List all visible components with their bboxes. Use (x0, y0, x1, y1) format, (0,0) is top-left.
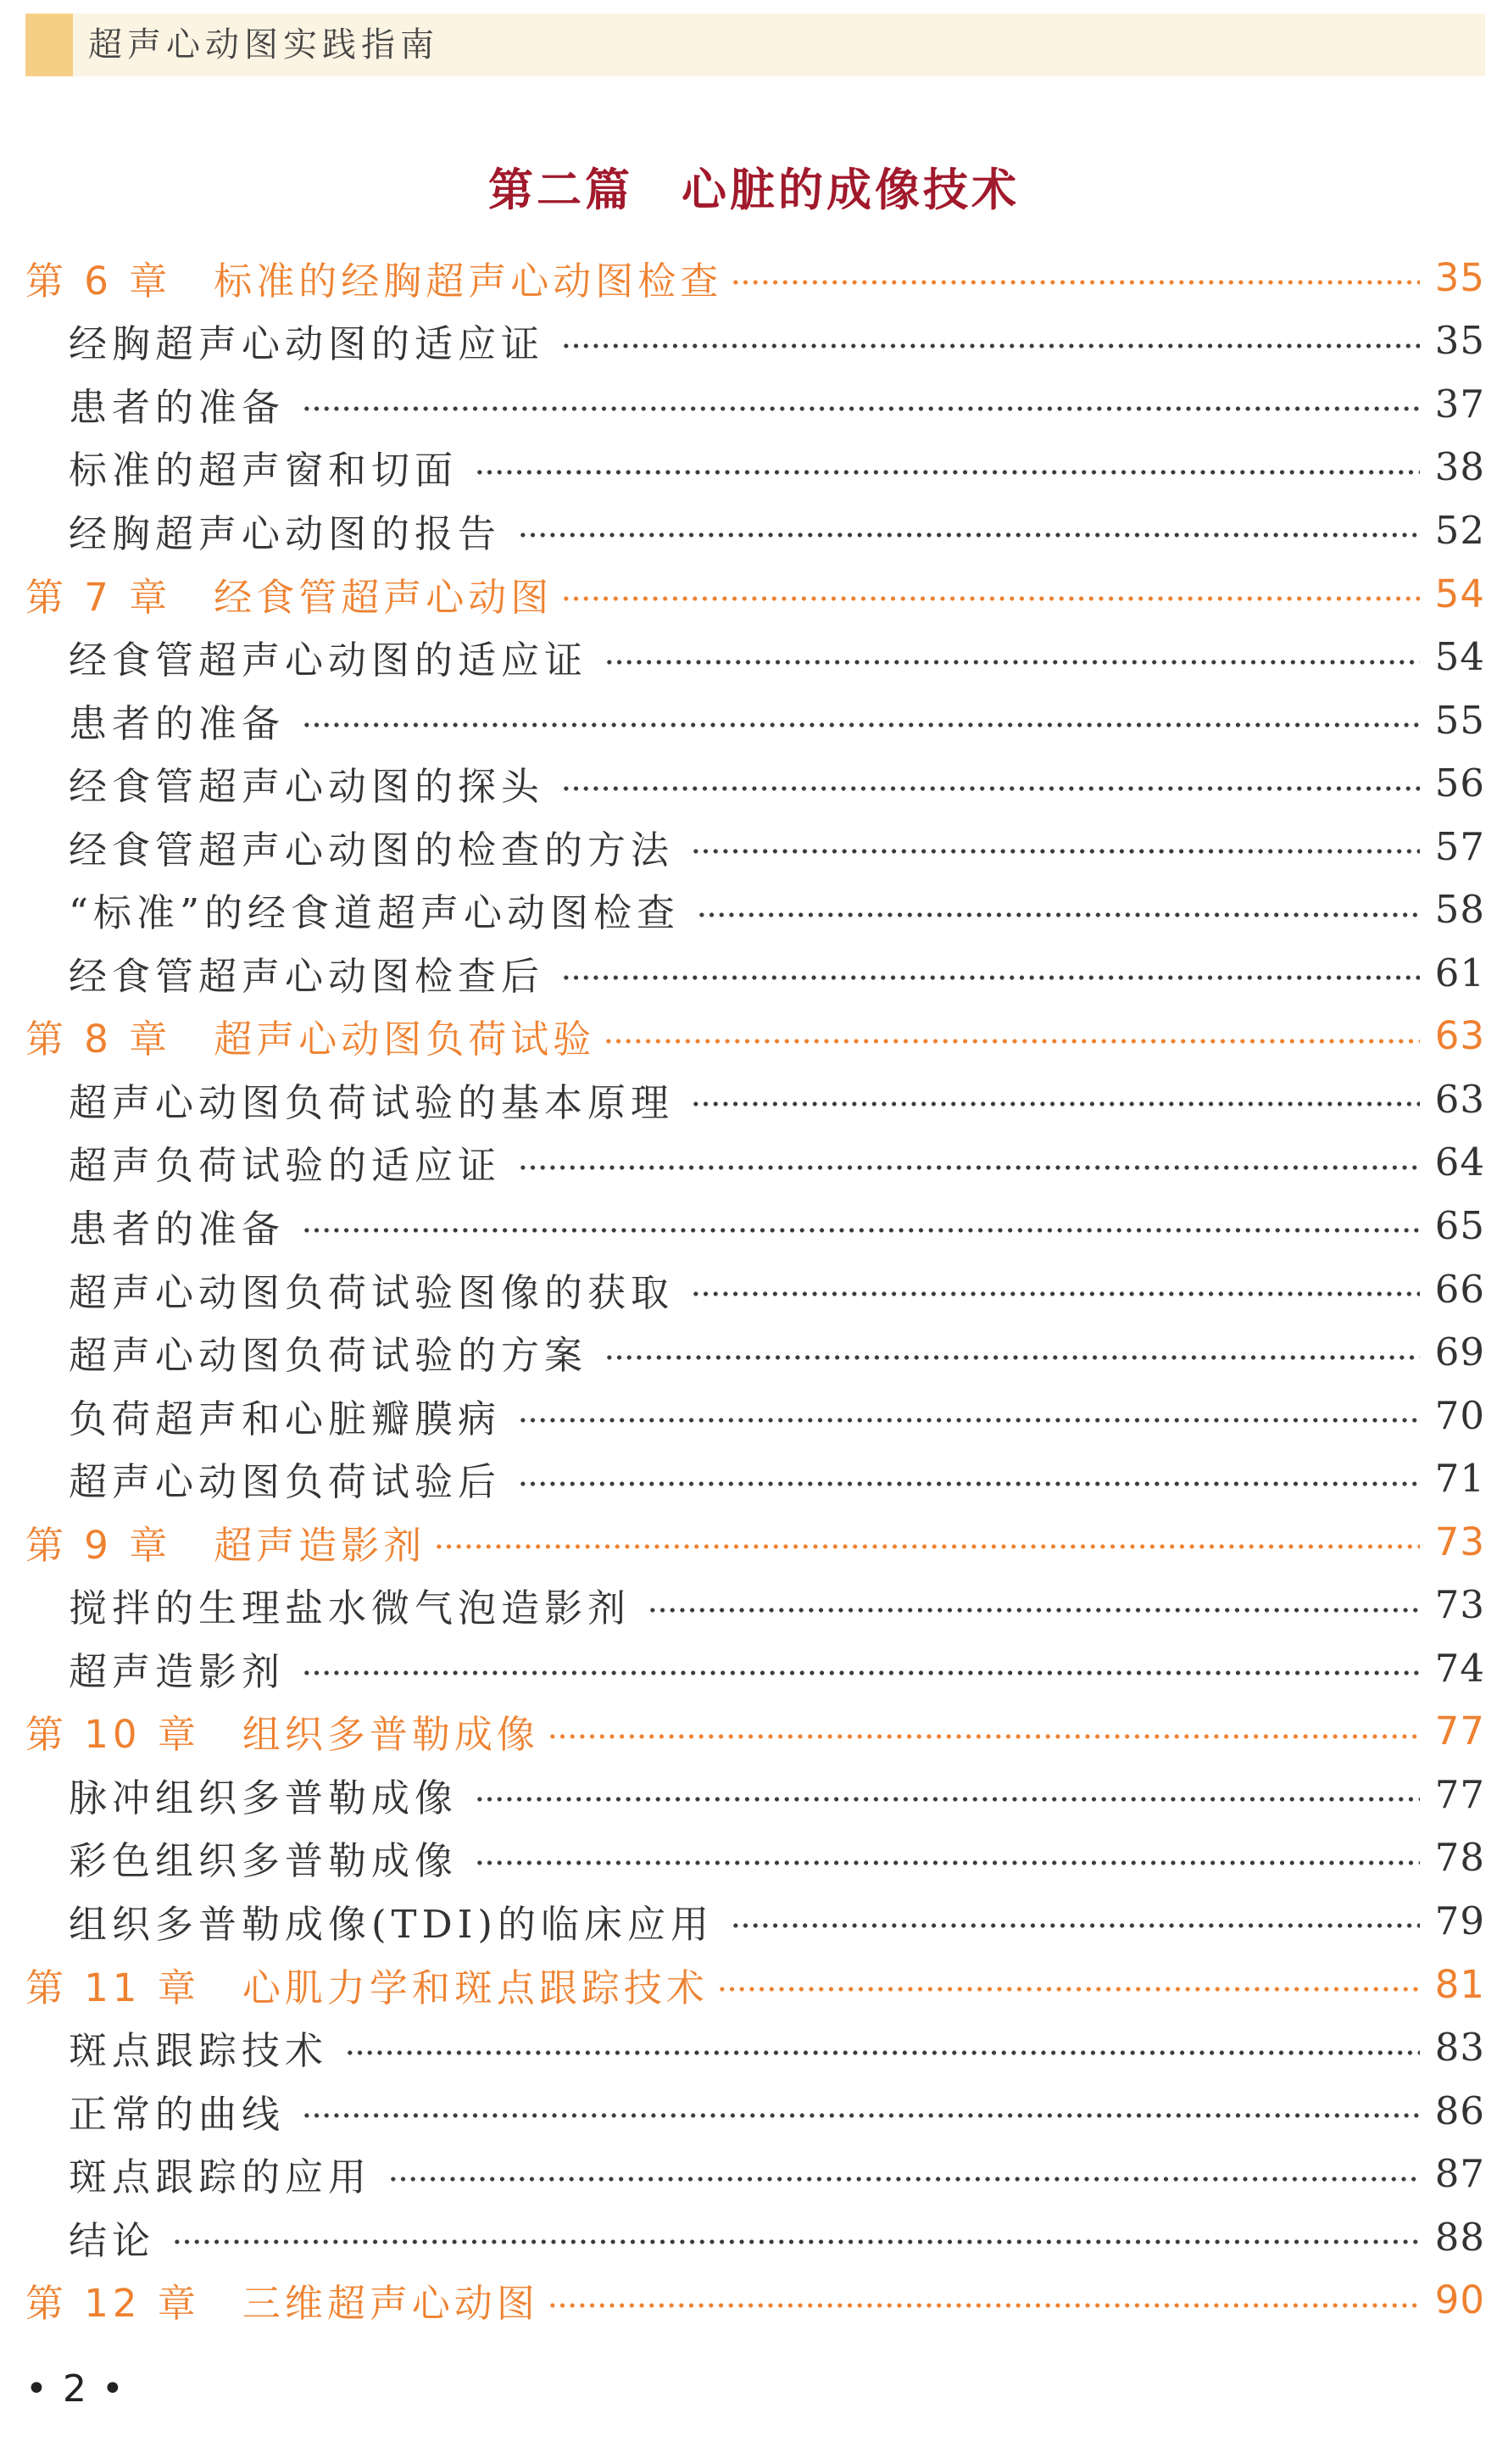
section-title: 超声造影剂 (69, 1648, 286, 1694)
toc-page-number: 54 (1434, 634, 1485, 680)
toc-chapter-entry[interactable] (25, 2269, 1485, 2333)
toc-section-entry[interactable] (25, 1447, 1485, 1510)
toc-chapter-entry[interactable] (25, 1700, 1485, 1764)
toc-section-entry[interactable] (25, 1889, 1485, 1953)
section-title: 彩色组织多普勒成像 (69, 1838, 459, 1884)
section-title: 超声心动图负荷试验的基本原理 (69, 1079, 675, 1125)
toc-page-number: 74 (1434, 1645, 1485, 1691)
section-title: 超声负荷试验的适应证 (69, 1143, 502, 1189)
section-title: 标准的超声窗和切面 (69, 448, 459, 493)
dot-leader (518, 1417, 1420, 1424)
chapter-title: 第 10 章 组织多普勒成像 (25, 1712, 539, 1758)
section-title: 正常的曲线 (69, 2091, 286, 2137)
dot-leader (302, 1227, 1420, 1234)
chapter-title: 第 9 章 超声造影剂 (25, 1522, 426, 1568)
section-title: 组织多普勒成像(TDI)的临床应用 (69, 1901, 714, 1947)
toc-section-entry[interactable] (25, 499, 1485, 562)
toc-section-entry[interactable] (25, 1826, 1485, 1890)
toc-page-number: 56 (1434, 761, 1485, 806)
section-title: 经食管超声心动图的适应证 (69, 638, 588, 683)
dot-leader (475, 1796, 1420, 1803)
toc-page-number: 65 (1434, 1202, 1485, 1248)
section-title: 脉冲组织多普勒成像 (69, 1775, 459, 1820)
dot-leader (434, 1543, 1419, 1550)
toc-section-entry[interactable] (25, 436, 1485, 499)
toc-page-number: 35 (1434, 254, 1485, 300)
section-title: 经食管超声心动图检查后 (69, 953, 545, 999)
section-title: 经食管超声心动图的检查的方法 (69, 827, 675, 872)
dot-leader (302, 1670, 1420, 1676)
toc-page-number: 38 (1434, 444, 1485, 490)
running-header-title: 超声心动图实践指南 (88, 25, 439, 64)
toc-page-number: 77 (1434, 1771, 1485, 1817)
dot-leader (691, 848, 1420, 855)
section-title: 负荷超声和心脏瓣膜病 (69, 1396, 502, 1441)
section-title: 患者的准备 (69, 1206, 286, 1252)
dot-leader (388, 2176, 1420, 2182)
toc-page-number: 77 (1434, 1709, 1485, 1754)
dot-leader (302, 405, 1420, 412)
dot-leader (691, 1101, 1420, 1107)
toc-page-number: 64 (1434, 1140, 1485, 1185)
dot-leader (561, 343, 1420, 349)
dot-leader (302, 722, 1420, 728)
section-title: 斑点跟踪的应用 (69, 2155, 372, 2200)
toc-page-number: 35 (1434, 318, 1485, 364)
section-title: 患者的准备 (69, 700, 286, 746)
dot-leader (561, 974, 1420, 981)
running-header (25, 14, 1485, 76)
toc-page-number: 57 (1434, 823, 1485, 869)
toc-section-entry[interactable] (25, 2205, 1485, 2269)
toc-chapter-entry[interactable] (25, 1510, 1485, 1574)
dot-leader (731, 1922, 1420, 1929)
section-title: 超声心动图负荷试验的方案 (69, 1333, 588, 1379)
dot-leader (691, 1291, 1420, 1297)
chapter-title: 第 8 章 超声心动图负荷试验 (25, 1017, 596, 1062)
toc-section-entry[interactable] (25, 941, 1485, 1005)
section-title: 超声心动图负荷试验后 (69, 1459, 502, 1505)
dot-leader (604, 1038, 1419, 1045)
dot-leader (302, 2112, 1420, 2119)
dot-leader (345, 2049, 1420, 2056)
toc-page-number: 52 (1434, 507, 1485, 553)
toc-chapter-entry[interactable] (25, 1005, 1485, 1068)
section-title: 经食管超声心动图的探头 (69, 764, 545, 810)
dot-leader (604, 659, 1420, 666)
toc-section-entry[interactable] (25, 1068, 1485, 1131)
part-title: 第二篇 心脏的成像技术 (488, 164, 1020, 216)
toc-page-number: 55 (1434, 697, 1485, 743)
toc-page-number: 73 (1434, 1582, 1485, 1628)
toc-page-number: 88 (1434, 2214, 1485, 2260)
toc-section-entry[interactable] (25, 625, 1485, 688)
dot-leader (475, 1859, 1420, 1866)
section-title: 斑点跟踪技术 (69, 2028, 329, 2074)
table-of-contents (25, 246, 1485, 2332)
toc-page-number: 37 (1434, 381, 1485, 426)
section-title: 经胸超声心动图的适应证 (69, 321, 545, 367)
toc-chapter-entry[interactable] (25, 246, 1485, 309)
toc-section-entry[interactable] (25, 688, 1485, 752)
section-title: “标准”的经食道超声心动图检查 (69, 890, 681, 936)
chapter-title: 第 7 章 经食管超声心动图 (25, 574, 554, 620)
chapter-title: 第 6 章 标准的经胸超声心动图检查 (25, 258, 723, 304)
chapter-title: 第 11 章 心肌力学和斑点跟踪技术 (25, 1965, 709, 2010)
toc-page-number: 63 (1434, 1076, 1485, 1122)
dot-leader (648, 1607, 1420, 1614)
dot-leader (172, 2238, 1420, 2245)
header-accent-bar (25, 14, 73, 76)
chapter-title: 第 12 章 三维超声心动图 (25, 2281, 539, 2327)
toc-section-entry[interactable] (25, 1384, 1485, 1447)
toc-chapter-entry[interactable] (25, 1953, 1485, 2016)
dot-leader (604, 1354, 1420, 1361)
toc-page-number: 69 (1434, 1330, 1485, 1375)
toc-section-entry[interactable] (25, 372, 1485, 436)
toc-page-number: 90 (1434, 2277, 1485, 2323)
dot-leader (717, 1986, 1420, 1993)
toc-section-entry[interactable] (25, 309, 1485, 373)
toc-section-entry[interactable] (25, 815, 1485, 878)
dot-leader (548, 2302, 1420, 2309)
dot-leader (697, 911, 1420, 918)
section-title: 超声心动图负荷试验图像的获取 (69, 1269, 675, 1315)
section-title: 结论 (69, 2217, 156, 2263)
page-number: • 2 • (25, 2367, 125, 2411)
toc-page-number: 83 (1434, 2025, 1485, 2071)
toc-section-entry[interactable] (25, 751, 1485, 815)
dot-leader (518, 1480, 1420, 1487)
toc-section-entry[interactable] (25, 1573, 1485, 1636)
toc-page-number: 78 (1434, 1835, 1485, 1881)
toc-section-entry[interactable] (25, 878, 1485, 941)
toc-section-entry[interactable] (25, 1763, 1485, 1826)
toc-section-entry[interactable] (25, 1131, 1485, 1195)
section-title: 患者的准备 (69, 384, 286, 430)
section-title: 经胸超声心动图的报告 (69, 510, 502, 556)
toc-chapter-entry[interactable] (25, 562, 1485, 626)
toc-section-entry[interactable] (25, 1257, 1485, 1321)
dot-leader (518, 532, 1420, 538)
dot-leader (561, 785, 1420, 792)
toc-section-entry[interactable] (25, 1636, 1485, 1700)
dot-leader (731, 279, 1419, 286)
toc-page-number: 71 (1434, 1456, 1485, 1502)
toc-section-entry[interactable] (25, 1320, 1485, 1384)
dot-leader (475, 469, 1420, 476)
toc-page-number: 81 (1434, 1961, 1485, 2007)
toc-page-number: 86 (1434, 2088, 1485, 2133)
toc-page-number: 79 (1434, 1898, 1485, 1943)
toc-section-entry[interactable] (25, 2015, 1485, 2079)
toc-page-number: 61 (1434, 950, 1485, 995)
toc-page-number: 58 (1434, 887, 1485, 933)
toc-page-number: 87 (1434, 2151, 1485, 2197)
toc-page-number: 66 (1434, 1266, 1485, 1312)
dot-leader (518, 1164, 1420, 1171)
toc-page-number: 54 (1434, 571, 1485, 616)
dot-leader (548, 1733, 1420, 1740)
toc-page-number: 73 (1434, 1519, 1485, 1564)
dot-leader (561, 595, 1419, 602)
toc-section-entry[interactable] (25, 2142, 1485, 2205)
section-title: 搅拌的生理盐水微气泡造影剂 (69, 1586, 632, 1631)
toc-page-number: 70 (1434, 1392, 1485, 1438)
toc-page-number: 63 (1434, 1013, 1485, 1059)
toc-section-entry[interactable] (25, 1194, 1485, 1257)
toc-section-entry[interactable] (25, 2079, 1485, 2143)
